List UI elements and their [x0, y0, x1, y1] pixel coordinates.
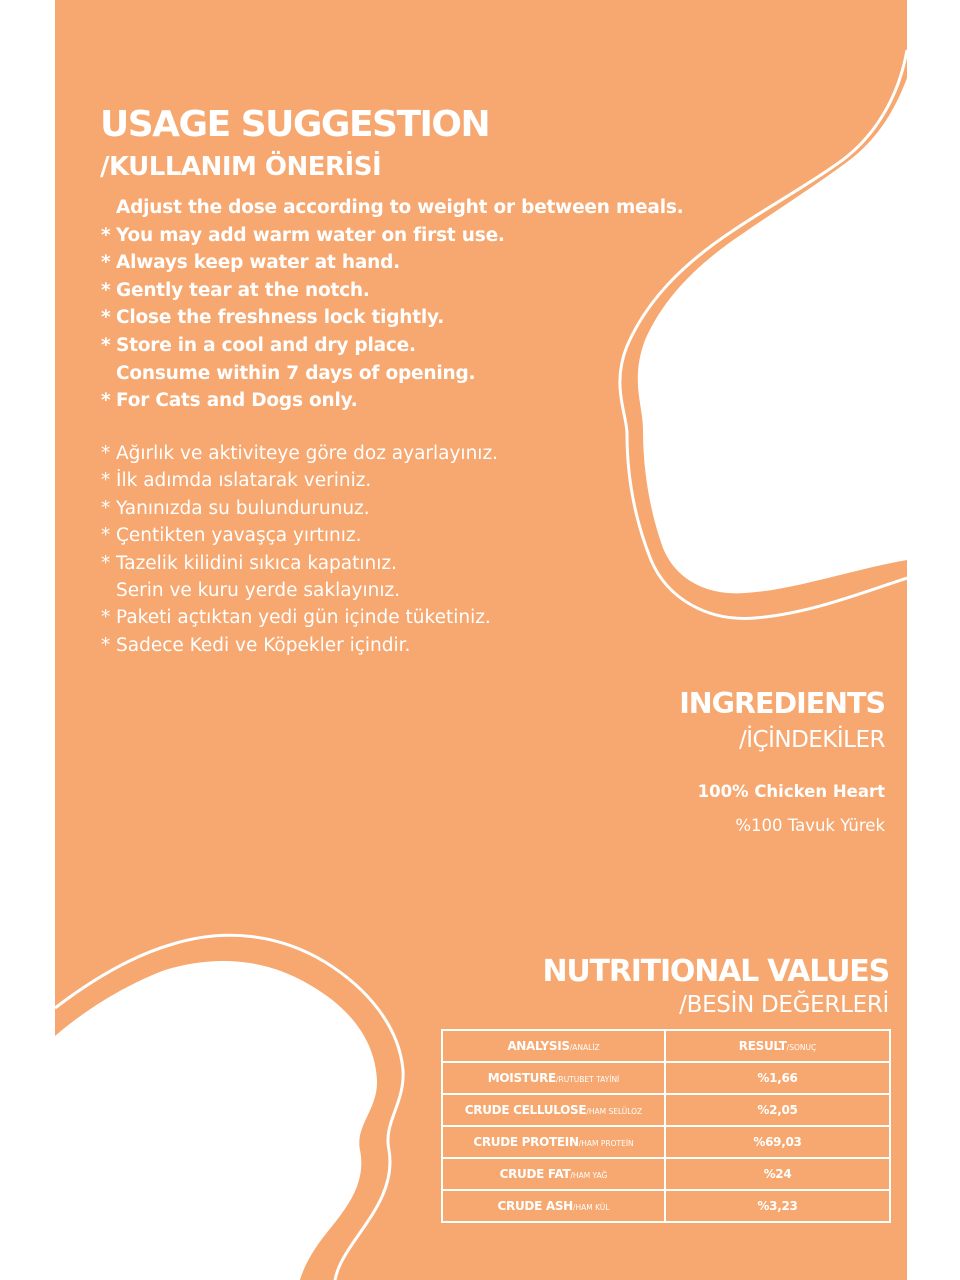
- table-cell-value: %24: [665, 1158, 890, 1190]
- ingredients-turkish: %100 Tavuk Yürek: [735, 816, 885, 835]
- row-label: CRUDE ASH: [497, 1199, 573, 1213]
- list-item-text: Always keep water at hand.: [116, 252, 400, 274]
- list-item-text: Paketi açtıktan yedi gün içinde tüketiniz.: [116, 607, 491, 629]
- usage-subtitle: /KULLANIM ÖNERİSİ: [100, 152, 382, 182]
- list-item: [101, 604, 498, 631]
- bullet-marker: *: [101, 224, 111, 246]
- table-cell-label: [442, 1126, 665, 1158]
- header-label-tr: /ANALİZ: [569, 1043, 600, 1052]
- table-cell-label: [442, 1094, 665, 1126]
- bullet-marker: *: [101, 279, 111, 301]
- bullet-marker: [101, 360, 116, 388]
- list-item: [101, 495, 498, 522]
- nutrition-title: NUTRITIONAL VALUES: [542, 954, 889, 989]
- usage-title: USAGE SUGGESTION: [100, 104, 490, 145]
- list-item-text: İlk adımda ıslatarak veriniz.: [116, 470, 372, 492]
- ingredients-title: INGREDIENTS: [679, 687, 885, 720]
- list-item: [101, 467, 498, 494]
- list-item-text: Sadece Kedi ve Köpekler içindir.: [116, 634, 411, 656]
- header-value-tr: /SONUÇ: [786, 1043, 817, 1052]
- label-panel: [55, 0, 907, 1280]
- table-cell-label: [442, 1158, 665, 1190]
- table-cell-value: %3,23: [665, 1190, 890, 1222]
- list-item-text: Ağırlık ve aktiviteye göre doz ayarlayınız.: [116, 443, 499, 464]
- header-value: RESULT: [738, 1039, 787, 1053]
- table-cell-value: %1,66: [665, 1062, 890, 1094]
- table-header-row: [442, 1030, 890, 1062]
- ingredients-english: 100% Chicken Heart: [697, 782, 885, 801]
- table-row: [442, 1190, 890, 1222]
- list-item: [101, 222, 683, 250]
- list-item-text: Yanınızda su bulundurunuz.: [116, 497, 370, 519]
- row-label-tr: /RUTUBET TAYİNİ: [555, 1075, 620, 1084]
- bullet-marker: *: [101, 443, 111, 464]
- list-item-text: Serin ve kuru yerde saklayınız.: [116, 580, 401, 602]
- table-row: [442, 1094, 890, 1126]
- table-row: [442, 1126, 890, 1158]
- list-item: [101, 304, 683, 332]
- usage-turkish-list: [101, 440, 498, 659]
- row-label: CRUDE PROTEIN: [473, 1135, 579, 1149]
- table-cell-value: %2,05: [665, 1094, 890, 1126]
- list-item-text: Gently tear at the notch.: [116, 279, 370, 301]
- list-item: [101, 440, 498, 467]
- list-item-text: You may add warm water on first use.: [116, 224, 505, 246]
- header-label: ANALYSIS: [507, 1039, 570, 1053]
- row-label: CRUDE FAT: [499, 1167, 571, 1181]
- table-header-cell: [665, 1030, 890, 1062]
- list-item: [101, 249, 683, 277]
- list-item-text: Store in a cool and dry place.: [116, 334, 416, 356]
- list-item-text: Consume within 7 days of opening.: [116, 362, 476, 384]
- ingredients-subtitle: /İÇİNDEKİLER: [738, 727, 885, 753]
- list-item-text: For Cats and Dogs only.: [116, 390, 358, 412]
- bullet-marker: *: [101, 334, 111, 356]
- table-cell-value: %69,03: [665, 1126, 890, 1158]
- nutrition-subtitle: /BESİN DEĞERLERİ: [679, 992, 889, 1018]
- table-row: [442, 1158, 890, 1190]
- list-item: [101, 194, 683, 222]
- usage-english-list: [101, 194, 683, 415]
- bottom-left-blob: [55, 961, 377, 1280]
- list-item: [101, 522, 498, 549]
- bullet-marker: *: [101, 470, 111, 492]
- list-item: [101, 277, 683, 305]
- bullet-marker: *: [101, 497, 111, 519]
- row-label-tr: /HAM YAĞ: [570, 1171, 608, 1180]
- list-item-text: Çentikten yavaşça yırtınız.: [116, 525, 362, 547]
- nutrition-table: [441, 1029, 891, 1223]
- row-label-tr: /HAM PROTEİN: [578, 1139, 634, 1148]
- bullet-marker: [101, 194, 116, 222]
- row-label: CRUDE CELLULOSE: [464, 1103, 587, 1117]
- list-item: [101, 332, 683, 360]
- table-row: [442, 1062, 890, 1094]
- list-item: [101, 550, 498, 577]
- bullet-marker: *: [101, 307, 111, 329]
- list-item: [101, 360, 683, 388]
- list-item-text: Adjust the dose according to weight or between meals.: [116, 197, 684, 218]
- bullet-marker: [101, 577, 116, 604]
- list-item: [101, 577, 498, 604]
- table-cell-label: [442, 1190, 665, 1222]
- list-item-text: Close the freshness lock tightly.: [116, 307, 445, 329]
- list-item-text: Tazelik kilidini sıkıca kapatınız.: [116, 552, 397, 574]
- row-label-tr: /HAM KÜL: [572, 1203, 610, 1212]
- bullet-marker: *: [101, 634, 111, 656]
- table-cell-label: [442, 1062, 665, 1094]
- bullet-marker: *: [101, 525, 111, 547]
- bullet-marker: *: [101, 607, 111, 629]
- list-item: [101, 387, 683, 415]
- list-item: [101, 632, 498, 659]
- table-header-cell: [442, 1030, 665, 1062]
- row-label: MOISTURE: [487, 1071, 556, 1085]
- bullet-marker: *: [101, 552, 111, 574]
- bullet-marker: *: [101, 390, 111, 412]
- row-label-tr: /HAM SELÜLOZ: [586, 1107, 643, 1116]
- bullet-marker: *: [101, 252, 111, 274]
